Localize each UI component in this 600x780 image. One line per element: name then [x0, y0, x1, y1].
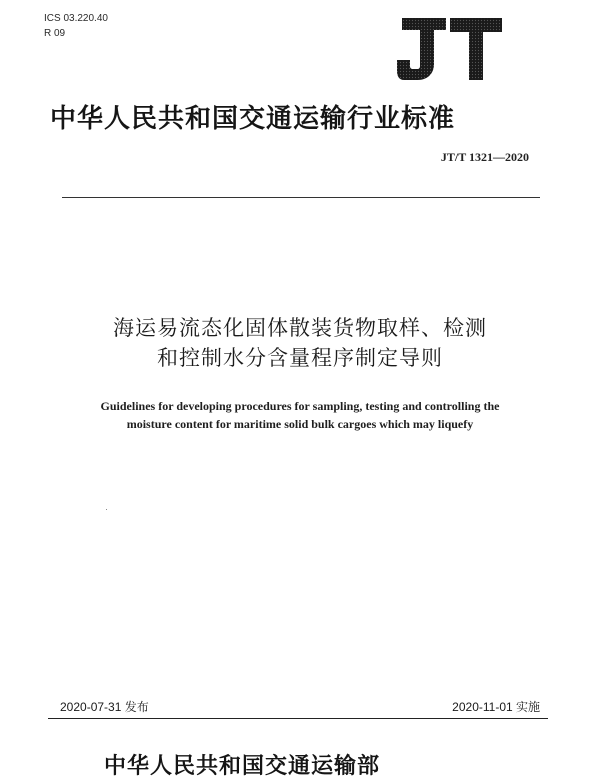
jt-logo	[396, 16, 504, 82]
document-title-cn-line1: 海运易流态化固体散装货物取样、检测	[113, 316, 487, 340]
document-title-cn-line2: 和控制水分含量程序制定导则	[157, 346, 443, 370]
footer-divider	[48, 718, 548, 719]
issue-date: 2020-07-31 发布	[60, 700, 149, 714]
jt-logo-text: JT	[396, 16, 397, 17]
implementation-date: 2020-11-01 实施	[452, 700, 540, 714]
standard-number: JT/T 1321—2020	[440, 150, 529, 164]
scan-speck	[106, 509, 107, 510]
issuing-body-standard-title: 中华人民共和国交通运输行业标准	[50, 104, 456, 134]
document-title-en-line2: moisture content for maritime solid bulk cargoes which may liquefy	[126, 417, 474, 431]
document-title-en-line1: Guidelines for developing procedures for sampling, testing and controlling the	[100, 399, 500, 413]
classification-codes	[44, 11, 108, 41]
ics-code: ICS 03.220.40	[44, 13, 108, 24]
header-divider	[62, 197, 540, 198]
issuing-authority: 中华人民共和国交通运输部	[104, 753, 381, 779]
ccs-code: R 09	[44, 28, 66, 39]
